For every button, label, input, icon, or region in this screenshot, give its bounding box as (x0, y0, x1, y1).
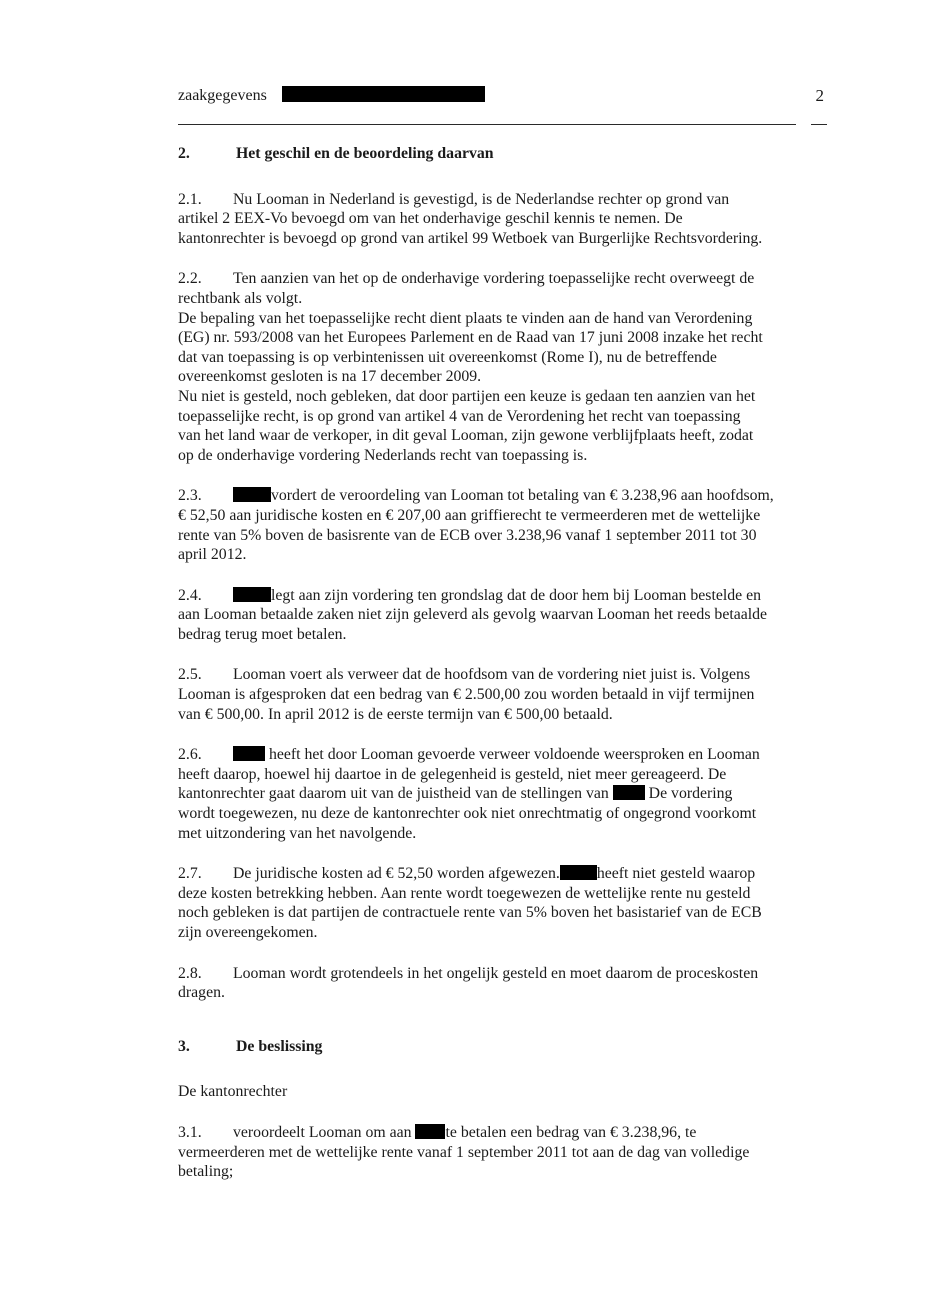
paragraph-number: 2.2. (178, 270, 202, 288)
paragraph-text: veroordeelt Looman om aan (233, 1123, 412, 1141)
paragraph-line: artikel 2 EEX-Vo bevoegd om van het onderhavige geschil kennis te nemen. De (178, 210, 683, 228)
paragraph-text: legt aan zijn vordering ten grondslag dat de door hem bij Looman bestelde en (271, 586, 761, 604)
paragraph-2-4 (178, 586, 830, 645)
page-number: 2 (815, 86, 824, 105)
paragraph-line: met uitzondering van het navolgende. (178, 824, 417, 842)
section-heading-2 (178, 144, 830, 164)
redaction-bar (233, 487, 271, 502)
paragraph-line: dat van toepassing is op verbintenissen uit overeenkomst (Rome I), nu de betreffende (178, 348, 717, 366)
paragraph-line (178, 784, 830, 804)
paragraph-line: vermeerderen met de wettelijke rente vanaf 1 september 2011 tot aan de dag van volledige (178, 1143, 750, 1161)
paragraph-line: april 2012. (178, 546, 247, 564)
paragraph-line: Nu niet is gesteld, noch gebleken, dat door partijen een keuze is gedaan ten aanzien van het (178, 387, 756, 405)
section-number: 2. (178, 145, 190, 162)
header-rule (178, 124, 796, 125)
paragraph-line (178, 864, 830, 884)
paragraph-line (178, 269, 830, 289)
paragraph-number: 2.4. (178, 586, 202, 604)
paragraph-text: De vordering (648, 785, 733, 803)
paragraph-line: dragen. (178, 984, 225, 1002)
paragraph-number: 3.1. (178, 1123, 202, 1141)
paragraph-line: van € 500,00. In april 2012 is de eerste termijn van € 500,00 betaald. (178, 705, 613, 723)
section-title: Het geschil en de beoordeling daarvan (236, 145, 494, 162)
paragraph-number: 2.7. (178, 865, 202, 883)
paragraph-number: 2.3. (178, 487, 202, 505)
section-number: 3. (178, 1037, 190, 1055)
redaction-bar (233, 587, 271, 602)
paragraph-2-8 (178, 964, 830, 1003)
page-header (178, 84, 828, 108)
paragraph-line: zijn overeengekomen. (178, 924, 318, 941)
paragraph-2-2 (178, 269, 830, 465)
case-details-label: zaakgegevens (178, 87, 267, 104)
section-heading-3 (178, 1037, 830, 1057)
paragraph-line (178, 190, 830, 210)
redaction-bar (233, 746, 265, 761)
paragraph-line: rechtbank als volgt. (178, 289, 303, 307)
paragraph-line: op de onderhavige vordering Nederlands recht van toepassing is. (178, 446, 588, 464)
paragraph-text: Nu Looman in Nederland is gevestigd, is de Nederlandse rechter op grond van (233, 190, 730, 208)
paragraph-2-5 (178, 665, 830, 724)
paragraph-line: noch gebleken is dat partijen de contractuele rente van 5% boven het basistarief van de ECB (178, 904, 762, 922)
header-rule-short (811, 124, 827, 125)
redaction-bar (415, 1124, 445, 1139)
paragraph-line: heeft daarop, hoewel hij daartoe in de gelegenheid is gesteld, niet meer gereageerd. De (178, 765, 727, 783)
paragraph-line: wordt toegewezen, nu deze de kantonrechter ook niet onrechtmatig of ongegrond voorkomt (178, 805, 757, 823)
redaction-bar (560, 865, 597, 880)
paragraph-3-1 (178, 1123, 830, 1182)
redaction-bar (282, 86, 485, 102)
paragraph-number: 2.1. (178, 190, 202, 208)
paragraph-2-7 (178, 864, 830, 942)
paragraph-line (178, 1123, 830, 1143)
paragraph-2-6 (178, 745, 830, 843)
paragraph-line (178, 486, 830, 506)
paragraph-text: te betalen een bedrag van € 3.238,96, te (445, 1123, 697, 1141)
paragraph-line (178, 665, 830, 685)
paragraph-line: De bepaling van het toepasselijke recht dient plaats te vinden aan de hand van Verordening (178, 309, 753, 327)
decision-intro: De kantonrechter (178, 1083, 288, 1101)
paragraph-line: kantonrechter is bevoegd op grond van artikel 99 Wetboek van Burgerlijke Rechtsvordering. (178, 229, 763, 247)
paragraph-line: aan Looman betaalde zaken niet zijn geleverd als gevolg waarvan Looman het reeds betaalde (178, 606, 768, 624)
paragraph-line: deze kosten betrekking hebben. Aan rente wordt toegewezen de wettelijke rente nu gesteld (178, 884, 751, 902)
paragraph-number: 2.8. (178, 964, 202, 982)
paragraph-line (178, 745, 830, 765)
paragraph-text: Ten aanzien van het op de onderhavige vordering toepasselijke recht overweegt de (233, 270, 755, 288)
paragraph-2-3 (178, 486, 830, 564)
paragraph-line: betaling; (178, 1163, 234, 1181)
paragraph-line: € 52,50 aan juridische kosten en € 207,00 aan griffierecht te vermeerderen met de wettelijke (178, 506, 761, 524)
paragraph-text: heeft het door Looman gevoerde verweer voldoende weersproken en Looman (268, 746, 760, 764)
paragraph-line: Looman is afgesproken dat een bedrag van € 2.500,00 zou worden betaald in vijf termijnen (178, 686, 755, 704)
paragraph-line: rente van 5% boven de basisrente van de ECB over 3.238,96 vanaf 1 september 2011 tot 30 (178, 526, 757, 544)
paragraph-text: vordert de veroordeling van Looman tot betaling van € 3.238,96 aan hoofdsom, (271, 487, 774, 505)
paragraph-text: heeft niet gesteld waarop (596, 865, 756, 883)
paragraph-line: bedrag terug moet betalen. (178, 625, 347, 643)
document-body (178, 144, 830, 1203)
paragraph-text: Looman voert als verweer dat de hoofdsom van de vordering niet juist is. Volgens (233, 666, 751, 684)
paragraph-line: overeenkomst gesloten is na 17 december 2009. (178, 368, 482, 386)
redaction-bar (613, 785, 645, 800)
paragraph-text: De juridische kosten ad € 52,50 worden afgewezen. (233, 865, 560, 883)
paragraph-number: 2.6. (178, 746, 202, 764)
paragraph-number: 2.5. (178, 666, 202, 684)
paragraph-2-1 (178, 190, 830, 249)
paragraph-line: toepasselijke recht, is op grond van artikel 4 van de Verordening het recht van toepassing (178, 407, 741, 425)
paragraph-line (178, 586, 830, 606)
paragraph-text: Looman wordt grotendeels in het ongelijk gesteld en moet daarom de proceskosten (233, 964, 759, 982)
paragraph-line: van het land waar de verkoper, in dit geval Looman, zijn gewone verblijfplaats heeft, zodat (178, 427, 754, 445)
paragraph-text: kantonrechter gaat daarom uit van de juistheid van de stellingen van (178, 785, 609, 803)
paragraph-line (178, 964, 830, 984)
paragraph-line: (EG) nr. 593/2008 van het Europees Parlement en de Raad van 17 juni 2008 inzake het recht (178, 329, 763, 347)
section-title: De beslissing (236, 1037, 323, 1055)
